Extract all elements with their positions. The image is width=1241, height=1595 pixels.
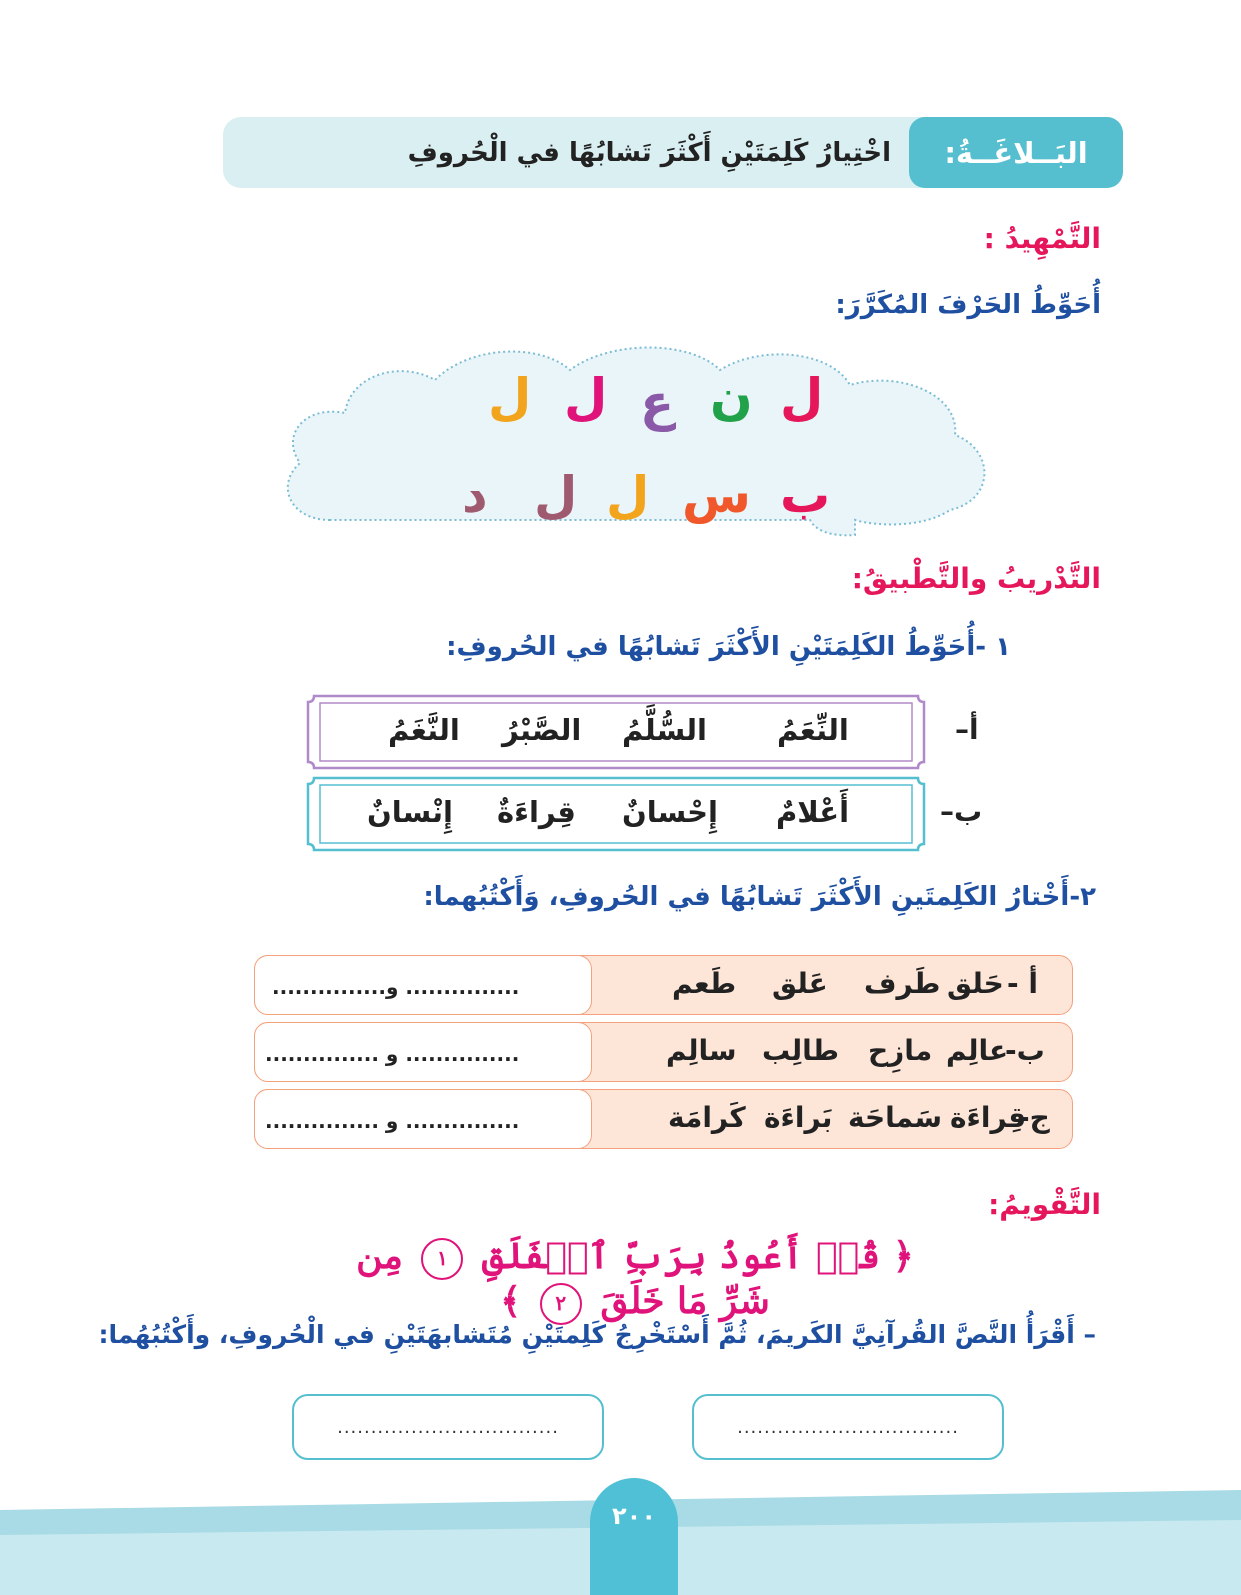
q1-row-b-label: ب–: [940, 795, 983, 828]
q2-word: سَماحَة: [848, 1101, 942, 1134]
verse-text: قُلۡ أَعُوذُ بِرَبِّ ٱلۡفَلَقِ: [481, 1235, 881, 1277]
q2-row-label: ب-: [1005, 1034, 1045, 1067]
q1-word[interactable]: إِحْسانٌ: [622, 795, 718, 829]
page-number: ٢٠٠: [590, 1478, 678, 1595]
q2-word: قِراءَة: [950, 1101, 1027, 1134]
practice-heading: التَّدْريبُ والتَّطْبيقُ:: [851, 562, 1101, 595]
cloud-letter: ل: [488, 368, 532, 426]
q2-word: حَلق: [947, 967, 1004, 1000]
lesson-topic: اخْتِيارُ كَلِمَتَيْنِ أَكْثَرَ تَشابُهًا في الْحُروفِ: [407, 137, 891, 168]
q1-word[interactable]: قِراءَةٌ: [497, 795, 576, 829]
q1-word[interactable]: أَعْلامٌ: [776, 795, 850, 829]
q2-word: طَعم: [672, 967, 737, 1000]
cloud-letter: د: [462, 466, 488, 524]
answer-dots: ............... و...............: [272, 975, 520, 999]
ayah-number: ٢: [540, 1283, 582, 1325]
q1-word[interactable]: الصَّبْرُ: [502, 713, 582, 747]
q2-row-label: ج-: [1018, 1101, 1050, 1134]
verse-bracket-icon: ﴿: [892, 1235, 914, 1277]
cloud-letter: ل: [606, 466, 650, 524]
q2-word: سالِم: [666, 1034, 737, 1067]
verse-bracket-icon: ﴾: [500, 1280, 522, 1322]
cloud-letter: ن: [710, 368, 753, 426]
intro-instruction: أُحَوِّطُ الحَرْفَ المُكَرَّرَ:: [835, 290, 1101, 320]
section-tag: البَــلاغَــةُ:: [909, 117, 1123, 188]
evaluation-instruction: – أَقْرَأُ النَّصَّ القُرآنِيَّ الكَريمَ، ثُمَّ أَسْتَخْرِجُ كَلِمتَيْنِ مُتَشابهَتَيْنِ في الْحُروفِ، وأَكْتُبُهُما:: [98, 1320, 1096, 1349]
q1-title: ١ -أُحَوِّطُ الكَلِمَتَيْنِ الأَكْثَرَ تَشابُهًا في الحُروفِ:: [446, 632, 1011, 662]
answer-dots: ............... و ...............: [265, 1109, 520, 1133]
q1-word[interactable]: السُّلَّمُ: [622, 713, 707, 747]
cloud-letter: س: [682, 466, 751, 524]
q2-word: عَلق: [772, 967, 828, 1000]
q2-word: طالِب: [762, 1034, 840, 1067]
q1-word[interactable]: إِنْسانٌ: [367, 795, 453, 829]
q2-word: مازِح: [868, 1034, 933, 1067]
cloud-letter: ب: [780, 466, 831, 524]
cloud-letter: ل: [780, 368, 824, 426]
cloud-letter: ع: [640, 374, 675, 432]
intro-heading: التَّمْهِيدُ :: [983, 222, 1101, 255]
cloud-letter: ل: [564, 368, 608, 426]
answer-dots: ............... و ...............: [265, 1042, 520, 1066]
quran-verse: [340, 1235, 930, 1325]
q2-word: بَراءَة: [764, 1101, 833, 1134]
q2-row-label: أ -: [1007, 967, 1038, 1000]
answer-box-1[interactable]: .................................: [692, 1394, 1004, 1460]
ayah-number: ١: [421, 1238, 463, 1280]
q1-word[interactable]: النِّعَمُ: [777, 713, 849, 747]
q1-word[interactable]: النَّغَمُ: [388, 713, 460, 747]
q2-word: عالِم: [946, 1034, 1009, 1067]
q2-word: كَرامَة: [668, 1101, 746, 1134]
q2-title: ٢-أَخْتارُ الكَلِمتَينِ الأَكْثَرَ تَشابُهًا في الحُروفِ، وَأَكْتُبُهما:: [423, 882, 1096, 912]
q2-word: طَرف: [864, 967, 941, 1000]
q1-row-a-label: أ–: [955, 713, 979, 746]
answer-box-2[interactable]: .................................: [292, 1394, 604, 1460]
evaluation-heading: التَّقْويمُ:: [988, 1188, 1101, 1221]
verse-text: مِن شَرِّ مَا خَلَقَ: [356, 1235, 770, 1322]
cloud-letter: ل: [534, 466, 578, 524]
